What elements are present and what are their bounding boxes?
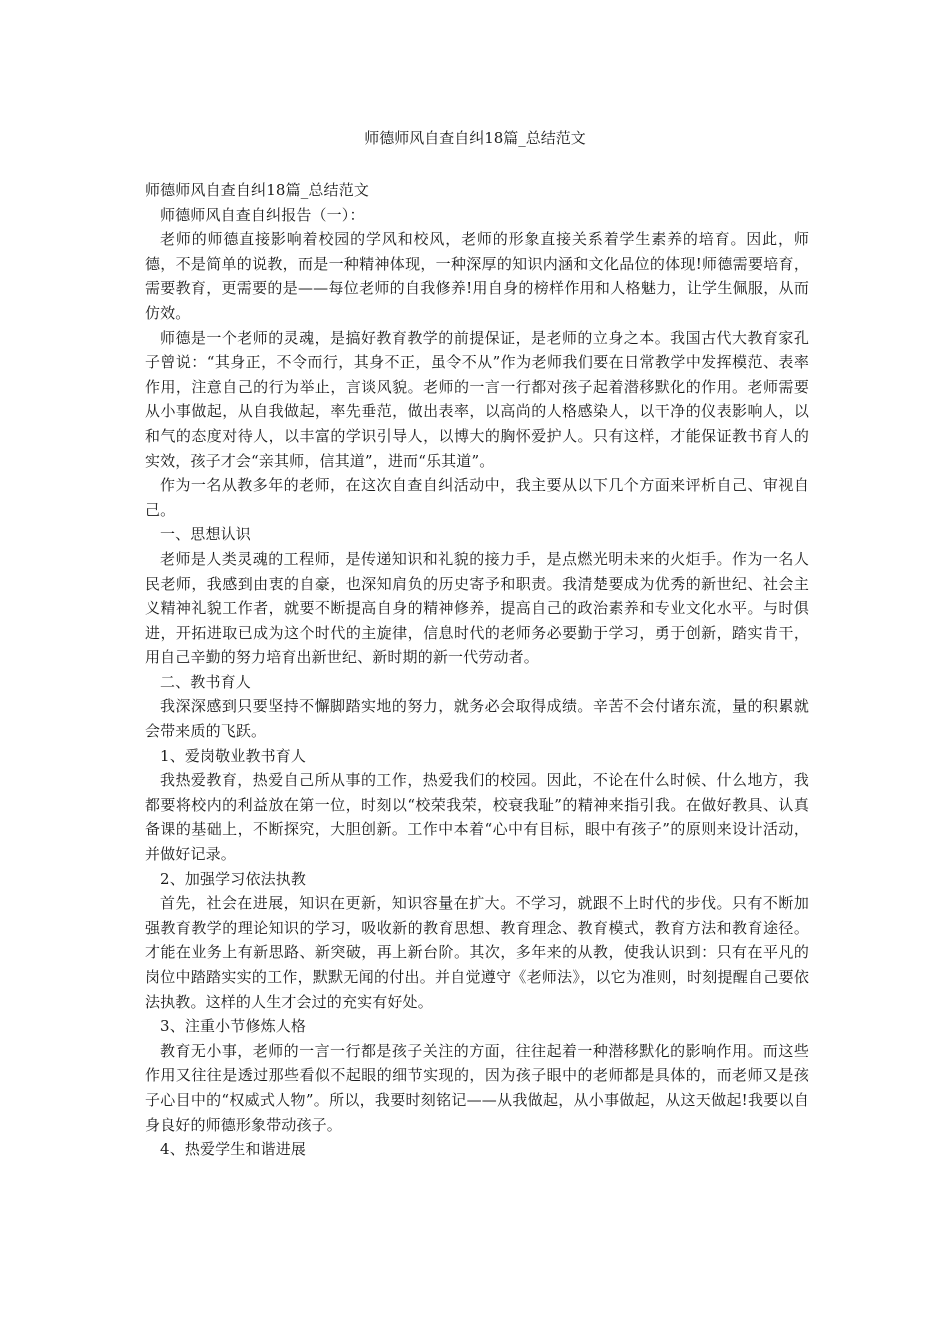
paragraph: 3、注重小节修炼人格: [160, 1017, 307, 1036]
paragraph: 老师的师德直接影响着校园的学风和校风，老师的形象直接关系着学生素养的培育。因此，师德，不是简单的说教，而是一种精神体现，一种深厚的知识内涵和文化品位的体现!师德需要培育，需要教育，更需要的是——每位老师的自我修养!用自身的榜样作用和人格魅力，让学生佩服，从而仿效。: [145, 230, 809, 322]
paragraph: 教育无小事，老师的一言一行都是孩子关注的方面，往往起着一种潜移默化的影响作用。而这些作用又往往是透过那些看似不起眼的细节实现的，因为孩子眼中的老师都是具体的，而老师又是孩子心目中的“权威式人物”。所以，我要时刻铭记——从我做起，从小事做起，从这天做起!我要以自身良好的师德形象带动孩子。: [145, 1041, 809, 1134]
paragraph: 作为一名从教多年的老师，在这次自查自纠活动中，我主要从以下几个方面来评析自己、审视自己。: [145, 476, 809, 519]
paragraph: 师德是一个老师的灵魂，是搞好教育教学的前提保证，是老师的立身之本。我国古代大教育家孔子曾说：“其身正，不令而行，其身不正，虽令不从”作为老师我们要在日常教学中发挥模范、表率作用，注意自己的行为举止，言谈风貌。老师的一言一行都对孩子起着潜移默化的作用。老师需要从小事做起，从自我做起，率先垂范，做出表率，以高尚的人格感染人，以干净的仪表影响人，以和气的态度对待人，以丰富的学识引导人，以博大的胸怀爱护人。只有这样，才能保证教书育人的实效，孩子才会“亲其师，信其道”，进而“乐其道”。: [145, 328, 809, 470]
document-subtitle: 师德师风自查自纠18篇_总结范文: [145, 181, 369, 199]
paragraph: 首先，社会在进展，知识在更新，知识容量在扩大。不学习，就跟不上时代的步伐。只有不断加强教育教学的理论知识的学习，吸收新的教育思想、教育理念、教育模式，教育方法和教育途径。才能在业务上有新思路、新突破，再上新台阶。其次，多年来的从教，使我认识到：只有在平凡的岗位中踏踏实实的工作，默默无闻的付出。并自觉遵守《老师法》，以它为准则，时刻提醒自己要依法执教。这样的人生才会过的充实有好处。: [145, 894, 809, 1011]
paragraph: 4、热爱学生和谐进展: [160, 1140, 307, 1159]
paragraph: 师德师风自查自纠报告（一）：: [160, 205, 365, 224]
paragraph: 老师是人类灵魂的工程师，是传递知识和礼貌的接力手，是点燃光明未来的火炬手。作为一名人民老师，我感到由衷的自豪，也深知肩负的历史寄予和职责。我清楚要成为优秀的新世纪、社会主义精神礼貌工作者，就要不断提高自身的精神修养，提高自己的政治素养和专业文化水平。与时俱进，开拓进取已成为这个时代的主旋律，信息时代的老师务必要勤于学习，勇于创新，踏实肯干，用自己辛勤的努力培育出新世纪、新时期的新一代劳动者。: [145, 549, 809, 667]
paragraph: 一、思想认识: [160, 525, 251, 544]
paragraph: 2、加强学习依法执教: [160, 869, 307, 888]
document-body: [145, 178, 809, 1162]
paragraph: 我深深感到只要坚持不懈脚踏实地的努力，就务必会取得成绩。辛苦不会付诸东流，量的积累就会带来质的飞跃。: [145, 697, 809, 741]
paragraph: 二、教书育人: [160, 672, 251, 691]
document-title: 师德师风自查自纠18篇_总结范文: [364, 129, 586, 147]
paragraph: 1、爱岗敬业教书育人: [160, 746, 307, 765]
paragraph: 我热爱教育，热爱自己所从事的工作，热爱我们的校园。因此，不论在什么时候、什么地方，我都要将校内的利益放在第一位，时刻以“校荣我荣，校衰我耻”的精神来指引我。在做好教具、认真备课的基础上，不断探究，大胆创新。工作中本着“心中有目标，眼中有孩子”的原则来设计活动，并做好记录。: [145, 771, 809, 864]
